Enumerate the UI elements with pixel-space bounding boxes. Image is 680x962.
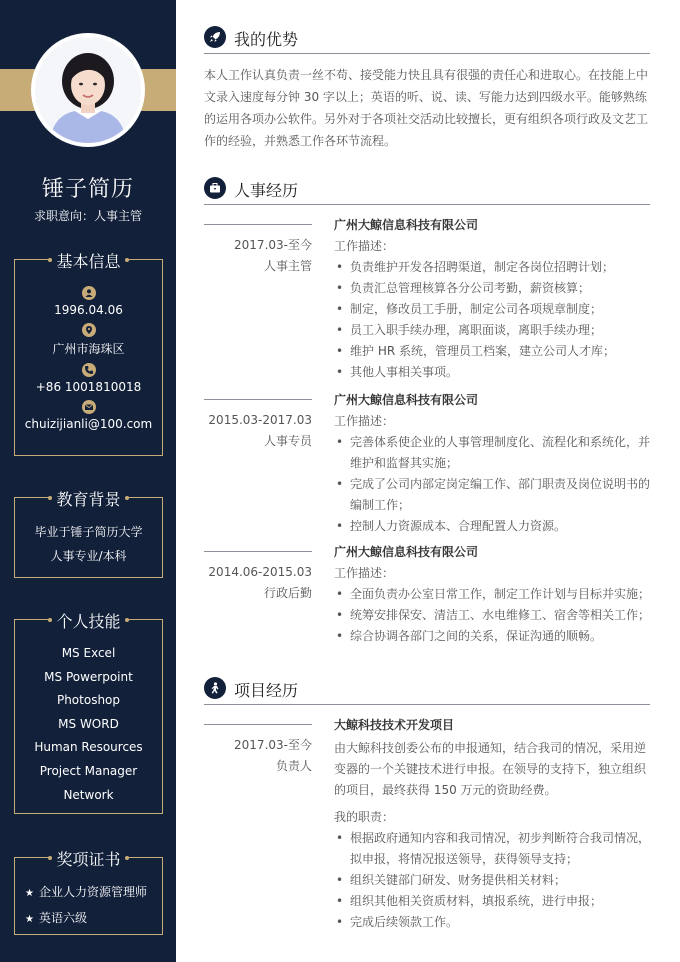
award-item: ★ 英语六级 [25, 906, 162, 932]
profile-photo [35, 37, 141, 143]
star-icon: ★ [25, 888, 34, 899]
skill-item: MS Excel [61, 646, 116, 660]
job-period: 2015.03-2017.03 [208, 413, 312, 427]
birthday-item [15, 286, 162, 317]
advantages-text: 本人工作认真负责一丝不苟、接受能力快且具有很强的责任心和进取心。在技能上中文录入速度每分钟 30 字以上；英语的听、说、读、写能力达到四级水平。能够熟练的运用各项办公软件。另外对于各项社交活动比较擅长，更有组织各项行政及文艺工作的经验，并熟悉工作各环节流程。 [204, 68, 649, 148]
skills-title: 个人技能 [50, 609, 126, 632]
duty-label: 我的职责： [334, 810, 395, 824]
company-name: 广州大鲸信息科技有限公司 [334, 393, 479, 407]
email-item [15, 400, 162, 431]
education-school: 毕业于锤子简历大学 [34, 525, 143, 539]
birthday-text: 1996.04.06 [54, 303, 123, 317]
job-entry [204, 390, 652, 535]
duty-item: • 完善体系使企业的人事管理制度化、流程化和系统化，并维护和监督其实施； [334, 432, 652, 474]
duty-item: • 控制人力资源成本、合理配置人力资源。 [334, 516, 652, 537]
company-name: 广州大鲸信息科技有限公司 [334, 545, 479, 559]
skill-item: Human Resources [34, 740, 143, 755]
duty-item: • 其他人事相关事项。 [334, 362, 652, 383]
resume-name: 锤子简历 [41, 177, 134, 202]
desc-label: 工作描述： [334, 566, 395, 580]
duty-item: • 全面负责办公室日常工作，制定工作计划与目标并实施； [334, 584, 652, 605]
person-icon [204, 677, 226, 699]
awards-box [14, 850, 163, 935]
company-name: 广州大鲸信息科技有限公司 [334, 218, 479, 232]
phone-icon [82, 363, 96, 377]
basic-info-box [14, 252, 163, 456]
job-role: 人事专员 [263, 434, 312, 448]
project-summary: 由大鲸科技创委公布的申报通知，结合我司的情况，采用逆变器的一个关键技术进行申报。在领导的支持下，独立组织的项目，最终获得 150 万元的资助经费。 [334, 741, 647, 797]
duty-item: • 维护 HR 系统，管理员工档案，建立公司人才库； [334, 341, 652, 362]
project-entry [204, 715, 652, 935]
location-item [15, 323, 162, 357]
star-icon: ★ [25, 914, 34, 925]
projects-title: 项目经历 [234, 681, 299, 700]
divider [204, 551, 312, 552]
hr-experience-title: 人事经历 [234, 181, 299, 200]
desc-label: 工作描述： [334, 414, 395, 428]
skill-item: MS Powerpoint [44, 669, 133, 684]
rocket-icon [204, 26, 226, 48]
job-period: 2017.03-至今 [234, 238, 312, 252]
project-role: 负责人 [275, 759, 312, 773]
duty-item: • 完成了公司内部定岗定编工作、部门职责及岗位说明书的编制工作； [334, 474, 652, 516]
divider [204, 224, 312, 225]
duty-item: • 负责维护开发各招聘渠道，制定各岗位招聘计划； [334, 257, 652, 278]
duty-item: • 统筹安排保安、清洁工、水电维修工、宿舍等相关工作； [334, 605, 652, 626]
phone-item [15, 363, 162, 394]
education-box [14, 490, 163, 578]
divider [204, 399, 312, 400]
awards-title: 奖项证书 [50, 847, 126, 870]
advantages-title: 我的优势 [234, 30, 299, 49]
advantages-header [204, 26, 650, 54]
job-period: 2014.06-2015.03 [208, 565, 312, 579]
skill-item: MS WORD [58, 716, 119, 731]
mail-icon [82, 400, 96, 414]
skills-box [14, 612, 163, 814]
divider [204, 724, 312, 725]
briefcase-icon [204, 177, 226, 199]
user-icon [82, 286, 96, 300]
job-entry [204, 542, 652, 652]
duty-item: • 综合协调各部门之间的关系，保证沟通的顺畅。 [334, 626, 652, 647]
education-title: 教育背景 [50, 487, 126, 510]
job-entry [204, 215, 652, 379]
duty-item: • 完成后续领款工作。 [334, 912, 652, 933]
basic-info-title: 基本信息 [50, 249, 126, 272]
avatar [31, 33, 145, 147]
job-intent: 求职意向：人事主管 [33, 209, 142, 223]
hr-experience-header [204, 177, 650, 205]
duty-item: • 员工入职手续办理，离职面谈，离职手续办理； [334, 320, 652, 341]
email-text: chuizijianli@100.com [24, 417, 153, 431]
skill-item: Project Manager [39, 763, 138, 778]
project-name: 大鲸科技技术开发项目 [334, 718, 455, 732]
sidebar [0, 0, 176, 962]
duty-item: • 组织关键部门研发、财务提供相关材料； [334, 870, 652, 891]
education-major: 人事专业/本科 [50, 549, 127, 563]
desc-label: 工作描述： [334, 239, 395, 253]
duty-item: • 组织其他相关资质材料，填报系统，进行申报； [334, 891, 652, 912]
award-item: ★ 企业人力资源管理师 [25, 880, 162, 906]
skill-item: Network [63, 787, 114, 802]
projects-header [204, 677, 650, 705]
skill-item: Photoshop [56, 693, 121, 708]
duty-item: • 制定，修改员工手册，制定公司各项规章制度； [334, 299, 652, 320]
duty-item: • 负责汇总管理核算各分公司考勤，薪资核算； [334, 278, 652, 299]
location-pin-icon [82, 323, 96, 337]
job-role: 行政后勤 [263, 586, 312, 600]
duty-item: • 根据政府通知内容和我司情况，初步判断符合我司情况，拟申报，将情况报送领导，获得领导支持； [334, 828, 652, 870]
location-text: 广州市海珠区 [52, 342, 125, 356]
job-role: 人事主管 [263, 259, 312, 273]
phone-text: +86 1001810018 [35, 380, 142, 394]
project-period: 2017.03-至今 [234, 738, 312, 752]
